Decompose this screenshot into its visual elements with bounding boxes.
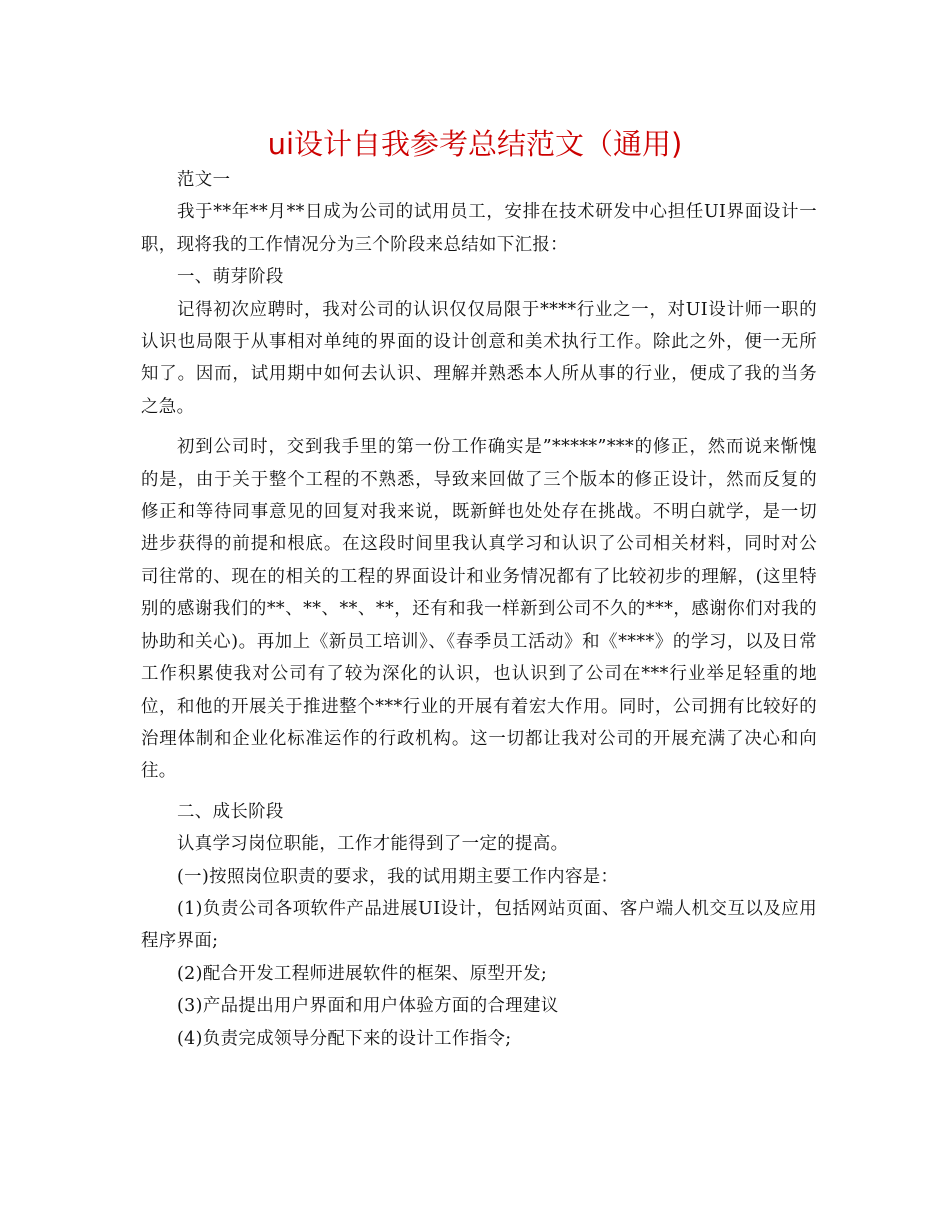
paragraph-stage-one-b: 初到公司时，交到我手里的第一份工作确实是”*****”***的修正，然而说来惭愧的是，由于关于整个工程的不熟悉，导致来回做了三个版本的修正设计，然而反复的修正和等待同事意见的回复对我来说，既新鲜也处处存在挑战。不明白就学，是一切进步获得的前提和根底。在这段时间里我认真学习和认识了公司相关材料，同时对公司往常的、现在的相关的工程的界面设计和业务情况都有了比较初步的理解，(这里特别的感谢我们的**、**、**、**，还有和我一样新到公司不久的***，感谢你们对我的协助和关心)。再加上《新员工培训》、《春季员工活动》和《****》的学习，以及日常工作积累使我对公司有了较为深化的认识，也认识到了公司在***行业举足轻重的地位，和他的开展关于推进整个***行业的开展有着宏大作用。同时，公司拥有比较好的治理体制和企业化标准运作的行政机构。这一切都让我对公司的开展充满了决心和向往。 bbox=[141, 437, 817, 782]
paragraph-stage-one-a: 记得初次应聘时，我对公司的认识仅仅局限于****行业之一，对UI设计师一职的认识也局限于从事相对单纯的界面的设计创意和美术执行工作。除此之外，便一无所知了。因而，试用期中如何去认识、理解并熟悉本人所从事的行业，便成了我的当务之急。 bbox=[141, 299, 817, 417]
document-body bbox=[141, 164, 817, 1055]
list-item-duty-4: (4)负责完成领导分配下来的设计工作指令; bbox=[177, 1028, 512, 1049]
list-item-duty-2: (2)配合开发工程师进展软件的框架、原型开发; bbox=[177, 963, 548, 984]
list-item-duty-3: (3)产品提出用户界面和用户体验方面的合理建议 bbox=[177, 996, 559, 1017]
heading-stage-two: 二、成长阶段 bbox=[177, 801, 284, 822]
paragraph-intro: 我于**年**月**日成为公司的试用员工，安排在技术研发中心担任UI界面设计一职，现将我的工作情况分为三个阶段来总结如下汇报： bbox=[141, 202, 817, 255]
paragraph-stage-two-a: 认真学习岗位职能，工作才能得到了一定的提高。 bbox=[177, 834, 569, 855]
document-title: ui设计自我参考总结范文（通用) bbox=[267, 127, 683, 161]
list-item-duty-1: (1)负责公司各项软件产品进展UI设计，包括网站页面、客户端人机交互以及应用程序界面; bbox=[141, 898, 817, 952]
heading-stage-one: 一、萌芽阶段 bbox=[177, 267, 284, 288]
paragraph-sample-label: 范文一 bbox=[177, 170, 231, 190]
paragraph-duties-heading: (一)按照岗位职责的要求，我的试用期主要工作内容是： bbox=[177, 866, 619, 887]
